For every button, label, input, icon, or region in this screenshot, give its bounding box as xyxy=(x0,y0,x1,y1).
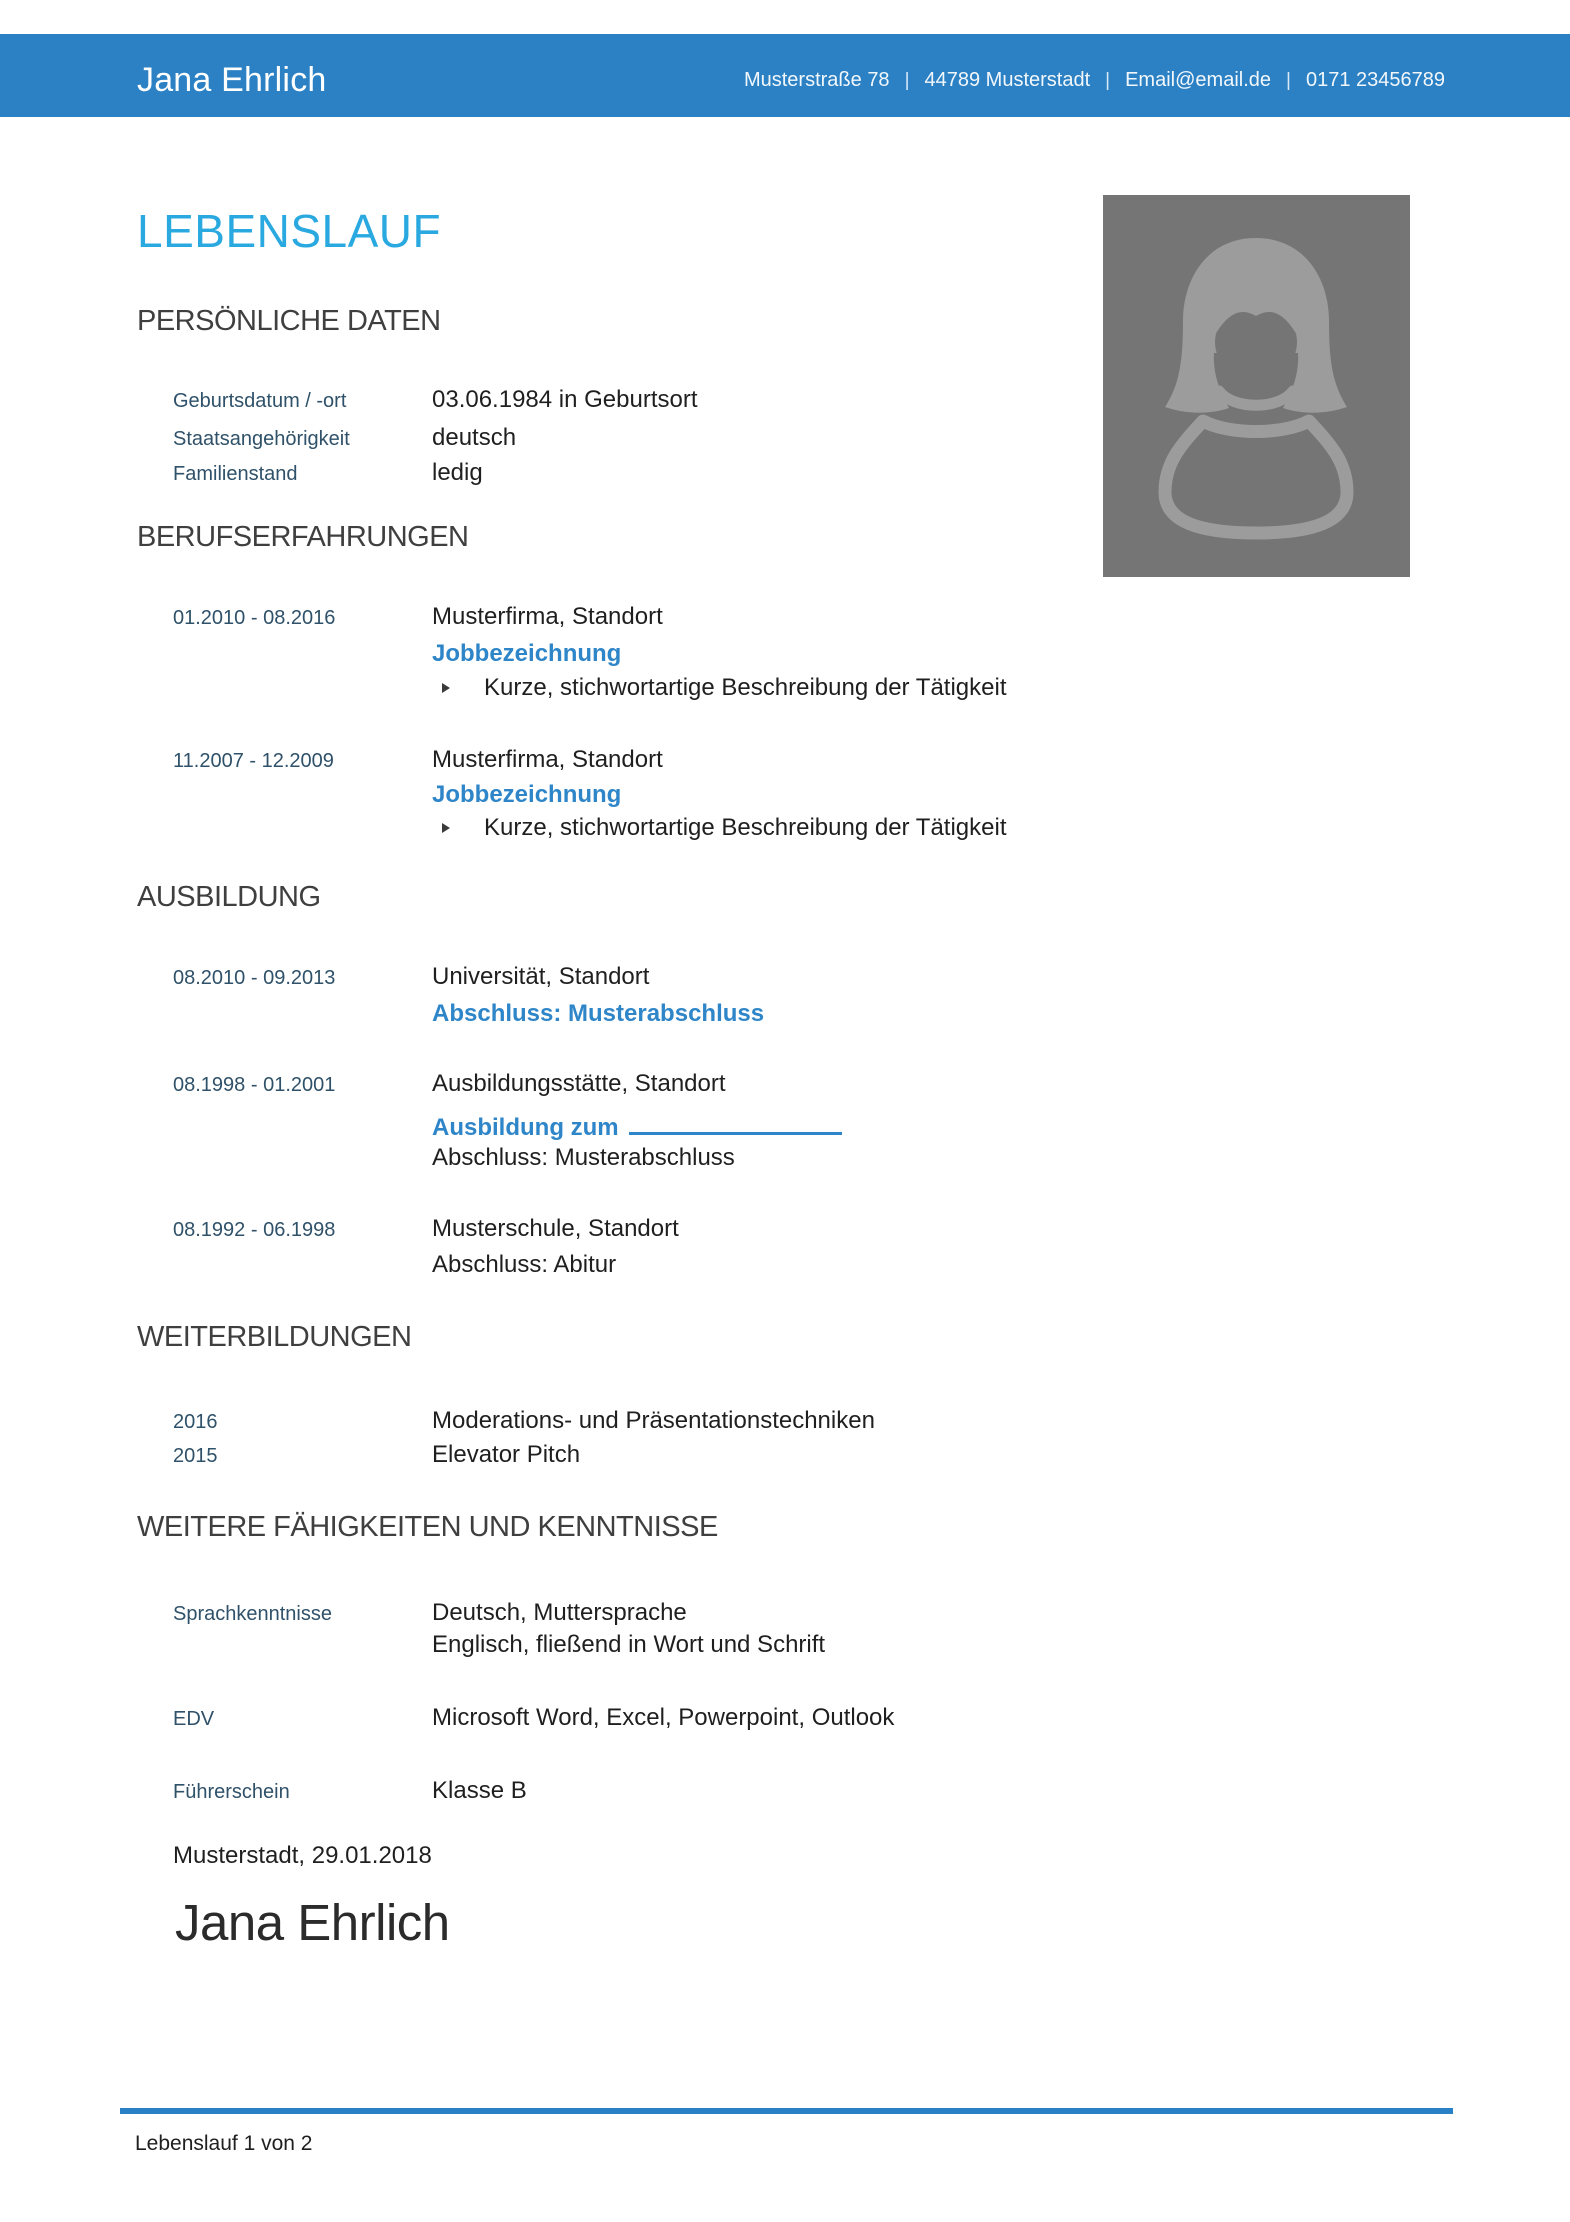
training-title: Moderations- und Präsentationstechniken xyxy=(432,1407,875,1434)
section-heading-training: WEITERBILDUNGEN xyxy=(137,1321,412,1353)
triangle-right-icon xyxy=(442,683,450,693)
signature-name: Jana Ehrlich xyxy=(175,1894,450,1951)
education-degree-highlight xyxy=(432,1107,842,1142)
education-degree: Abschluss: Abitur xyxy=(432,1251,617,1278)
section-heading-skills: WEITERE FÄHIGKEITEN UND KENNTNISSE xyxy=(137,1511,718,1543)
education-date: 08.2010 - 09.2013 xyxy=(173,967,336,989)
experience-bullet-text: Kurze, stichwortartige Beschreibung der Tätigkeit xyxy=(484,814,1007,841)
skills-value: Microsoft Word, Excel, Powerpoint, Outlook xyxy=(432,1704,895,1731)
header-contact xyxy=(744,69,1445,92)
experience-date: 01.2010 - 08.2016 xyxy=(173,607,336,629)
triangle-right-icon xyxy=(442,823,450,833)
training-title: Elevator Pitch xyxy=(432,1441,581,1468)
footer-divider-line xyxy=(120,2108,1453,2114)
skills-label: Führerschein xyxy=(173,1781,290,1803)
education-date: 08.1992 - 06.1998 xyxy=(173,1219,336,1241)
experience-company: Musterfirma, Standort xyxy=(432,746,663,773)
header-email: Email@email.de xyxy=(1125,69,1272,91)
skills-label: EDV xyxy=(173,1708,215,1730)
experience-role: Jobbezeichnung xyxy=(432,640,622,667)
education-school: Ausbildungsstätte, Standort xyxy=(432,1070,726,1097)
header-name: Jana Ehrlich xyxy=(137,61,327,99)
woman-silhouette-icon xyxy=(1103,195,1410,577)
education-school: Musterschule, Standort xyxy=(432,1215,679,1242)
fill-in-blank-line xyxy=(629,1107,842,1135)
separator: | xyxy=(904,70,910,91)
photo-placeholder xyxy=(1103,195,1410,577)
section-heading-personal: PERSÖNLICHE DATEN xyxy=(137,305,441,337)
place-and-date: Musterstadt, 29.01.2018 xyxy=(173,1842,432,1869)
personal-label: Staatsangehörigkeit xyxy=(173,428,350,450)
personal-value: deutsch xyxy=(432,424,517,451)
education-degree: Abschluss: Musterabschluss xyxy=(432,1144,735,1171)
experience-role: Jobbezeichnung xyxy=(432,781,622,808)
personal-label: Geburtsdatum / -ort xyxy=(173,390,347,412)
personal-value: 03.06.1984 in Geburtsort xyxy=(432,386,698,413)
experience-bullet xyxy=(442,814,1006,842)
experience-bullet xyxy=(442,674,1006,702)
personal-label: Familienstand xyxy=(173,463,298,485)
education-date: 08.1998 - 01.2001 xyxy=(173,1074,336,1096)
section-heading-education: AUSBILDUNG xyxy=(137,881,321,913)
skills-label: Sprachkenntnisse xyxy=(173,1603,332,1625)
footer-page-indicator: Lebenslauf 1 von 2 xyxy=(135,2132,313,2155)
skills-value: Deutsch, Muttersprache xyxy=(432,1599,687,1626)
experience-company: Musterfirma, Standort xyxy=(432,603,663,630)
training-date: 2015 xyxy=(173,1445,218,1467)
personal-value: ledig xyxy=(432,459,483,486)
training-date: 2016 xyxy=(173,1411,218,1433)
education-school: Universität, Standort xyxy=(432,963,650,990)
separator: | xyxy=(1286,70,1291,91)
section-heading-experience: BERUFSERFAHRUNGEN xyxy=(137,521,469,553)
header-street: Musterstraße 78 xyxy=(743,69,890,91)
education-degree-highlight: Abschluss: Musterabschluss xyxy=(432,1000,765,1027)
education-degree-highlight-text: Ausbildung zum xyxy=(432,1114,619,1142)
header-city: 44789 Musterstadt xyxy=(924,69,1091,91)
experience-date: 11.2007 - 12.2009 xyxy=(173,750,334,772)
skills-value: Englisch, fließend in Wort und Schrift xyxy=(432,1631,826,1658)
separator: | xyxy=(1105,70,1111,91)
header-phone: 0171 23456789 xyxy=(1305,69,1445,91)
skills-value: Klasse B xyxy=(432,1777,527,1804)
header-bar xyxy=(0,34,1570,117)
page-title: LEBENSLAUF xyxy=(137,205,442,257)
experience-bullet-text: Kurze, stichwortartige Beschreibung der Tätigkeit xyxy=(484,674,1007,701)
